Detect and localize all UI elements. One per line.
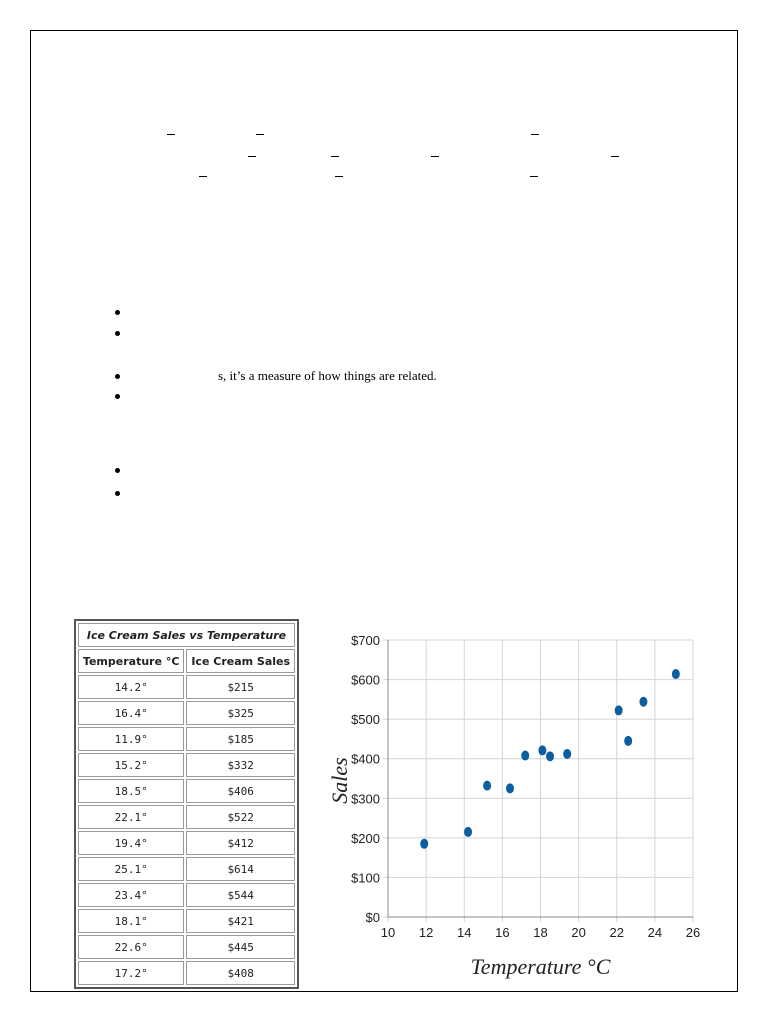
sales-cell: $445 <box>186 935 295 959</box>
temperature-cell: 25.1° <box>78 857 184 881</box>
equation-dash <box>531 134 539 135</box>
data-point <box>672 669 680 679</box>
x-tick-label: 26 <box>685 925 701 940</box>
table-row <box>78 883 295 907</box>
x-tick-label: 18 <box>533 925 548 940</box>
equation-dash <box>611 156 619 157</box>
table-row <box>78 857 295 881</box>
equation-dash <box>256 134 264 135</box>
y-tick-label: $600 <box>351 672 380 688</box>
y-tick-label: $700 <box>351 633 380 648</box>
bullet-point <box>115 468 120 473</box>
y-axis-label: Sales <box>327 757 352 804</box>
data-point <box>546 751 554 761</box>
sales-cell: $408 <box>186 961 295 985</box>
temperature-cell: 22.6° <box>78 935 184 959</box>
x-tick-label: 22 <box>609 925 624 940</box>
temperature-cell: 16.4° <box>78 701 184 725</box>
sales-cell: $406 <box>186 779 295 803</box>
temperature-cell: 18.1° <box>78 909 184 933</box>
temperature-cell: 23.4° <box>78 883 184 907</box>
table-row <box>78 831 295 855</box>
data-point <box>563 749 571 759</box>
x-tick-label: 12 <box>418 925 434 940</box>
sales-cell: $412 <box>186 831 295 855</box>
equation-dash <box>431 156 439 157</box>
temperature-cell: 14.2° <box>78 675 184 699</box>
data-point <box>624 736 632 746</box>
y-tick-label: $0 <box>365 910 380 925</box>
x-axis-label: Temperature °C <box>470 954 611 979</box>
data-point <box>615 705 623 715</box>
table-row <box>78 727 295 751</box>
data-point <box>639 697 647 707</box>
temperature-cell: 19.4° <box>78 831 184 855</box>
equation-dash <box>331 156 339 157</box>
table-row <box>78 805 295 829</box>
data-point <box>521 751 529 761</box>
equation-dash <box>530 176 538 177</box>
bullet-point <box>115 310 120 315</box>
x-tick-label: 16 <box>495 925 510 940</box>
y-tick-label: $400 <box>351 751 380 767</box>
data-point <box>464 827 472 837</box>
x-tick-label: 10 <box>380 925 396 940</box>
column-header-temperature: Temperature °C <box>78 649 184 673</box>
temperature-cell: 11.9° <box>78 727 184 751</box>
y-tick-label: $300 <box>351 791 380 807</box>
table-row <box>78 675 295 699</box>
temperature-cell: 18.5° <box>78 779 184 803</box>
sales-cell: $522 <box>186 805 295 829</box>
y-tick-label: $100 <box>351 870 380 886</box>
sales-cell: $614 <box>186 857 295 881</box>
ice-cream-table <box>74 619 299 989</box>
table-title: Ice Cream Sales vs Temperature <box>78 623 295 647</box>
data-point <box>483 781 491 791</box>
scatter-chart <box>320 628 710 988</box>
table-row <box>78 779 295 803</box>
data-point <box>538 745 546 755</box>
table-row <box>78 961 295 985</box>
temperature-cell: 22.1° <box>78 805 184 829</box>
sales-cell: $215 <box>186 675 295 699</box>
table-row <box>78 909 295 933</box>
sales-cell: $185 <box>186 727 295 751</box>
sales-cell: $332 <box>186 753 295 777</box>
column-header-sales: Ice Cream Sales <box>186 649 295 673</box>
bullet-point <box>115 331 120 336</box>
table-row <box>78 701 295 725</box>
sales-cell: $325 <box>186 701 295 725</box>
temperature-cell: 15.2° <box>78 753 184 777</box>
equation-dash <box>167 134 175 135</box>
y-tick-label: $500 <box>351 712 380 728</box>
sales-cell: $421 <box>186 909 295 933</box>
bullet-point <box>115 374 120 379</box>
equation-dash <box>199 176 207 177</box>
data-point <box>506 783 514 793</box>
equation-dash <box>335 176 343 177</box>
temperature-cell: 17.2° <box>78 961 184 985</box>
x-tick-label: 24 <box>647 925 663 940</box>
x-tick-label: 14 <box>457 925 472 940</box>
bullet-point <box>115 394 120 399</box>
x-tick-label: 20 <box>571 925 586 940</box>
sales-cell: $544 <box>186 883 295 907</box>
bullet-text: s, it’s a measure of how things are related. <box>218 368 437 383</box>
data-point <box>420 839 428 849</box>
equation-dash <box>248 156 256 157</box>
table-row <box>78 753 295 777</box>
y-tick-label: $200 <box>351 830 380 846</box>
table-row <box>78 935 295 959</box>
bullet-point <box>115 491 120 496</box>
